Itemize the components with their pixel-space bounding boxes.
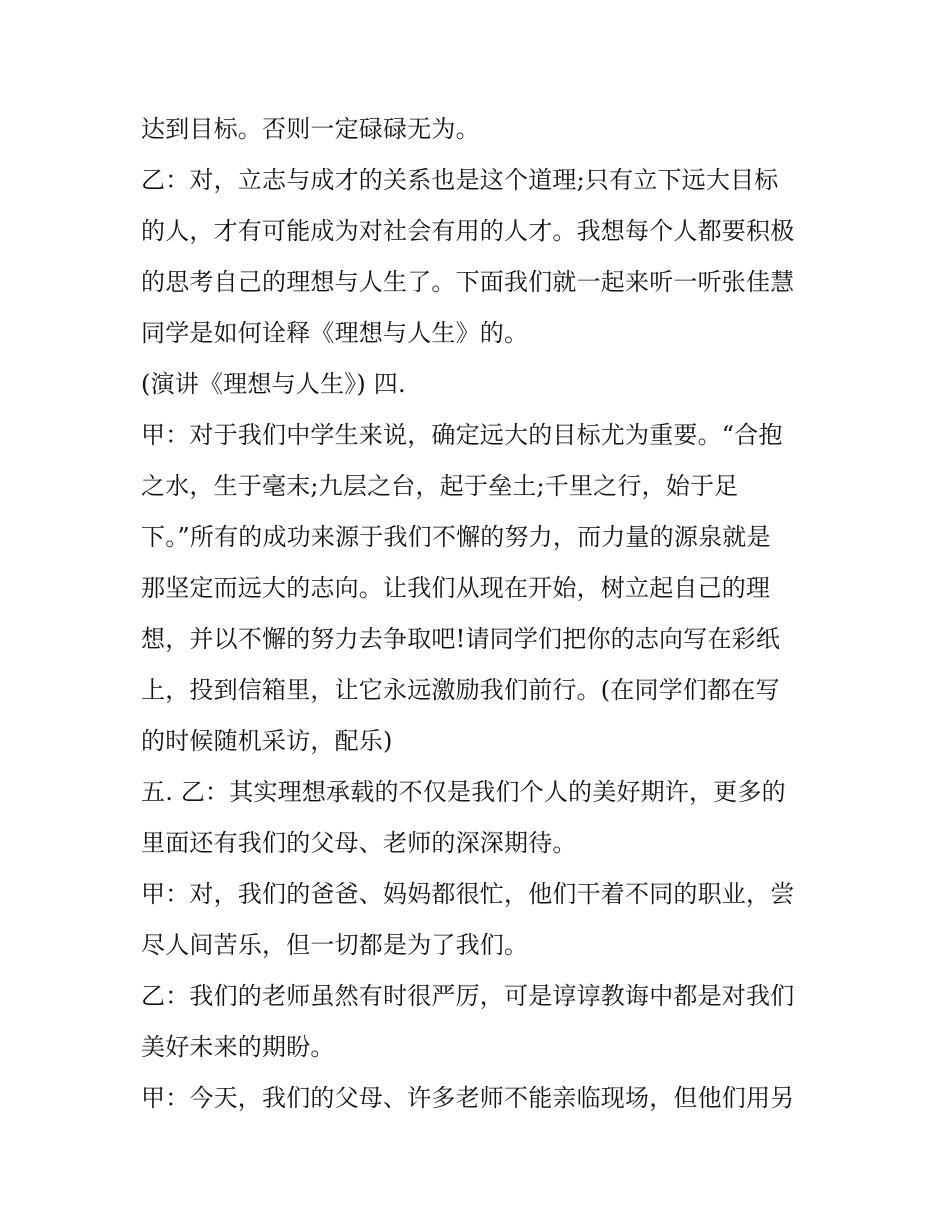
text-line: 乙：对，立志与成才的关系也是这个道理;只有立下远大目标 [141,166,779,194]
document-body [141,104,821,1124]
text-line: 尽人间苦乐，但一切都是为了我们。 [141,931,529,959]
text-line: 乙：我们的老师虽然有时很严厉，可是谆谆教诲中都是对我们 [141,982,795,1010]
text-line: 的思考自己的理想与人生了。下面我们就一起来听一听张佳慧 [141,268,795,296]
text-line: 上，投到信箱里，让它永远激励我们前行。(在同学们都在写 [141,676,780,704]
text-line: 的人，才有可能成为对社会有用的人才。我想每个人都要积极 [141,217,795,245]
text-line: 里面还有我们的父母、老师的深深期待。 [141,829,577,857]
text-line: 五. 乙：其实理想承载的不仅是我们个人的美好期许，更多的 [141,778,786,806]
text-line: (演讲《理想与人生》) 四. [141,370,406,398]
text-line: 甲：对，我们的爸爸、妈妈都很忙，他们干着不同的职业，尝 [141,880,795,908]
text-line: 同学是如何诠释《理想与人生》的。 [141,319,529,347]
text-line: 甲：对于我们中学生来说，确定远大的目标尤为重要。“合抱 [141,421,783,449]
text-line: 之水，生于毫末;九层之台，起于垒土;千里之行，始于足 [141,472,739,500]
text-line: 想，并以不懈的努力去争取吧!请同学们把你的志向写在彩纸 [141,625,781,653]
text-line: 甲：今天，我们的父母、许多老师不能亲临现场，但他们用另 [141,1084,795,1112]
text-line: 那坚定而远大的志向。让我们从现在开始，树立起自己的理 [141,574,771,602]
text-line: 达到目标。否则一定碌碌无为。 [141,115,480,143]
text-line: 下。”所有的成功来源于我们不懈的努力，而力量的源泉就是 [141,523,771,551]
text-line: 美好未来的期盼。 [141,1033,335,1061]
text-line: 的时候随机采访，配乐) [141,727,393,755]
